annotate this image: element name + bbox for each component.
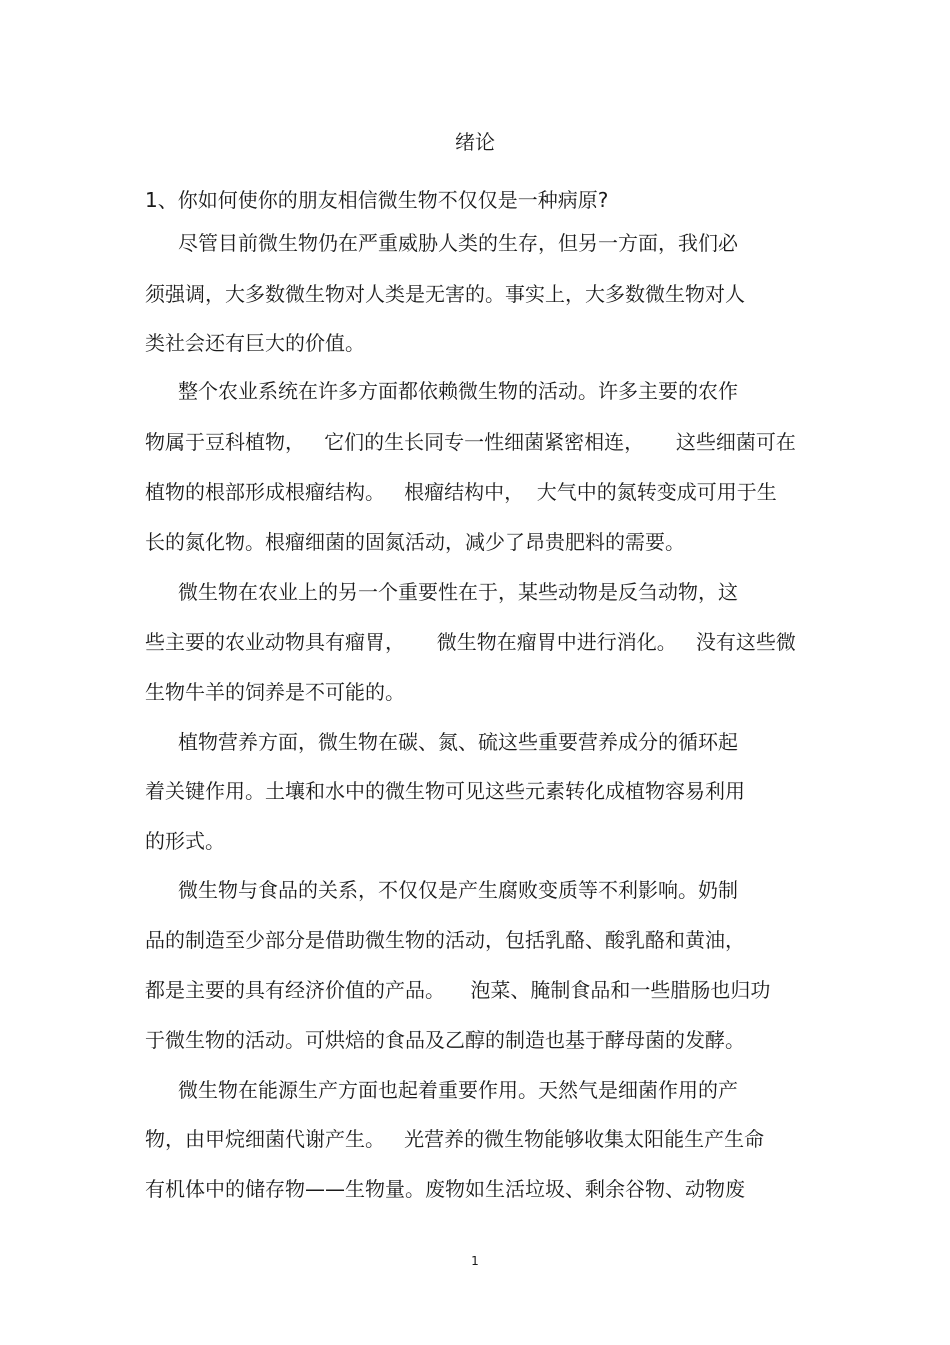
paragraph-line: 于微生物的活动。可烘焙的食品及乙醇的制造也基于酵母菌的发酵。 xyxy=(145,1028,745,1052)
paragraph-line: 品的制造至少部分是借助微生物的活动，包括乳酪、酸乳酪和黄油， xyxy=(145,928,745,952)
paragraph-line: 须强调，大多数微生物对人类是无害的。事实上，大多数微生物对人 xyxy=(145,282,745,306)
paragraph-line: 的形式。 xyxy=(145,829,225,853)
question-heading: 1、你如何使你的朋友相信微生物不仅仅是一种病原? xyxy=(145,188,609,212)
paragraph-line: 物，由甲烷细菌代谢产生。 光营养的微生物能够收集太阳能生产生命 xyxy=(145,1127,765,1151)
paragraph-line: 微生物与食品的关系，不仅仅是产生腐败变质等不利影响。奶制 xyxy=(178,878,738,902)
paragraph-line: 有机体中的储存物——生物量。废物如生活垃圾、剩余谷物、动物废 xyxy=(145,1177,745,1201)
paragraph-line: 长的氮化物。根瘤细菌的固氮活动，减少了昂贵肥料的需要。 xyxy=(145,530,685,554)
paragraph-line: 尽管目前微生物仍在严重威胁人类的生存，但另一方面，我们必 xyxy=(178,231,738,255)
paragraph-line: 植物的根部形成根瘤结构。 根瘤结构中， 大气中的氮转变成可用于生 xyxy=(145,480,777,504)
paragraph-line: 都是主要的具有经济价值的产品。 泡菜、腌制食品和一些腊肠也归功 xyxy=(145,978,771,1002)
paragraph-line: 类社会还有巨大的价值。 xyxy=(145,331,365,355)
paragraph-line: 整个农业系统在许多方面都依赖微生物的活动。许多主要的农作 xyxy=(178,379,738,403)
paragraph-line: 微生物在农业上的另一个重要性在于，某些动物是反刍动物，这 xyxy=(178,580,738,604)
paragraph-line: 物属于豆科植物， 它们的生长同专一性细菌紧密相连， 这些细菌可在 xyxy=(145,430,796,454)
paragraph-line: 着关键作用。土壤和水中的微生物可见这些元素转化成植物容易利用 xyxy=(145,779,745,803)
page-number: 1 xyxy=(471,1254,479,1268)
paragraph-line: 生物牛羊的饲养是不可能的。 xyxy=(145,680,405,704)
paragraph-line: 微生物在能源生产方面也起着重要作用。天然气是细菌作用的产 xyxy=(178,1078,738,1102)
paragraph-line: 植物营养方面，微生物在碳、氮、硫这些重要营养成分的循环起 xyxy=(178,730,738,754)
paragraph-line: 些主要的农业动物具有瘤胃， 微生物在瘤胃中进行消化。 没有这些微 xyxy=(145,630,796,654)
page-title: 绪论 xyxy=(455,130,495,154)
